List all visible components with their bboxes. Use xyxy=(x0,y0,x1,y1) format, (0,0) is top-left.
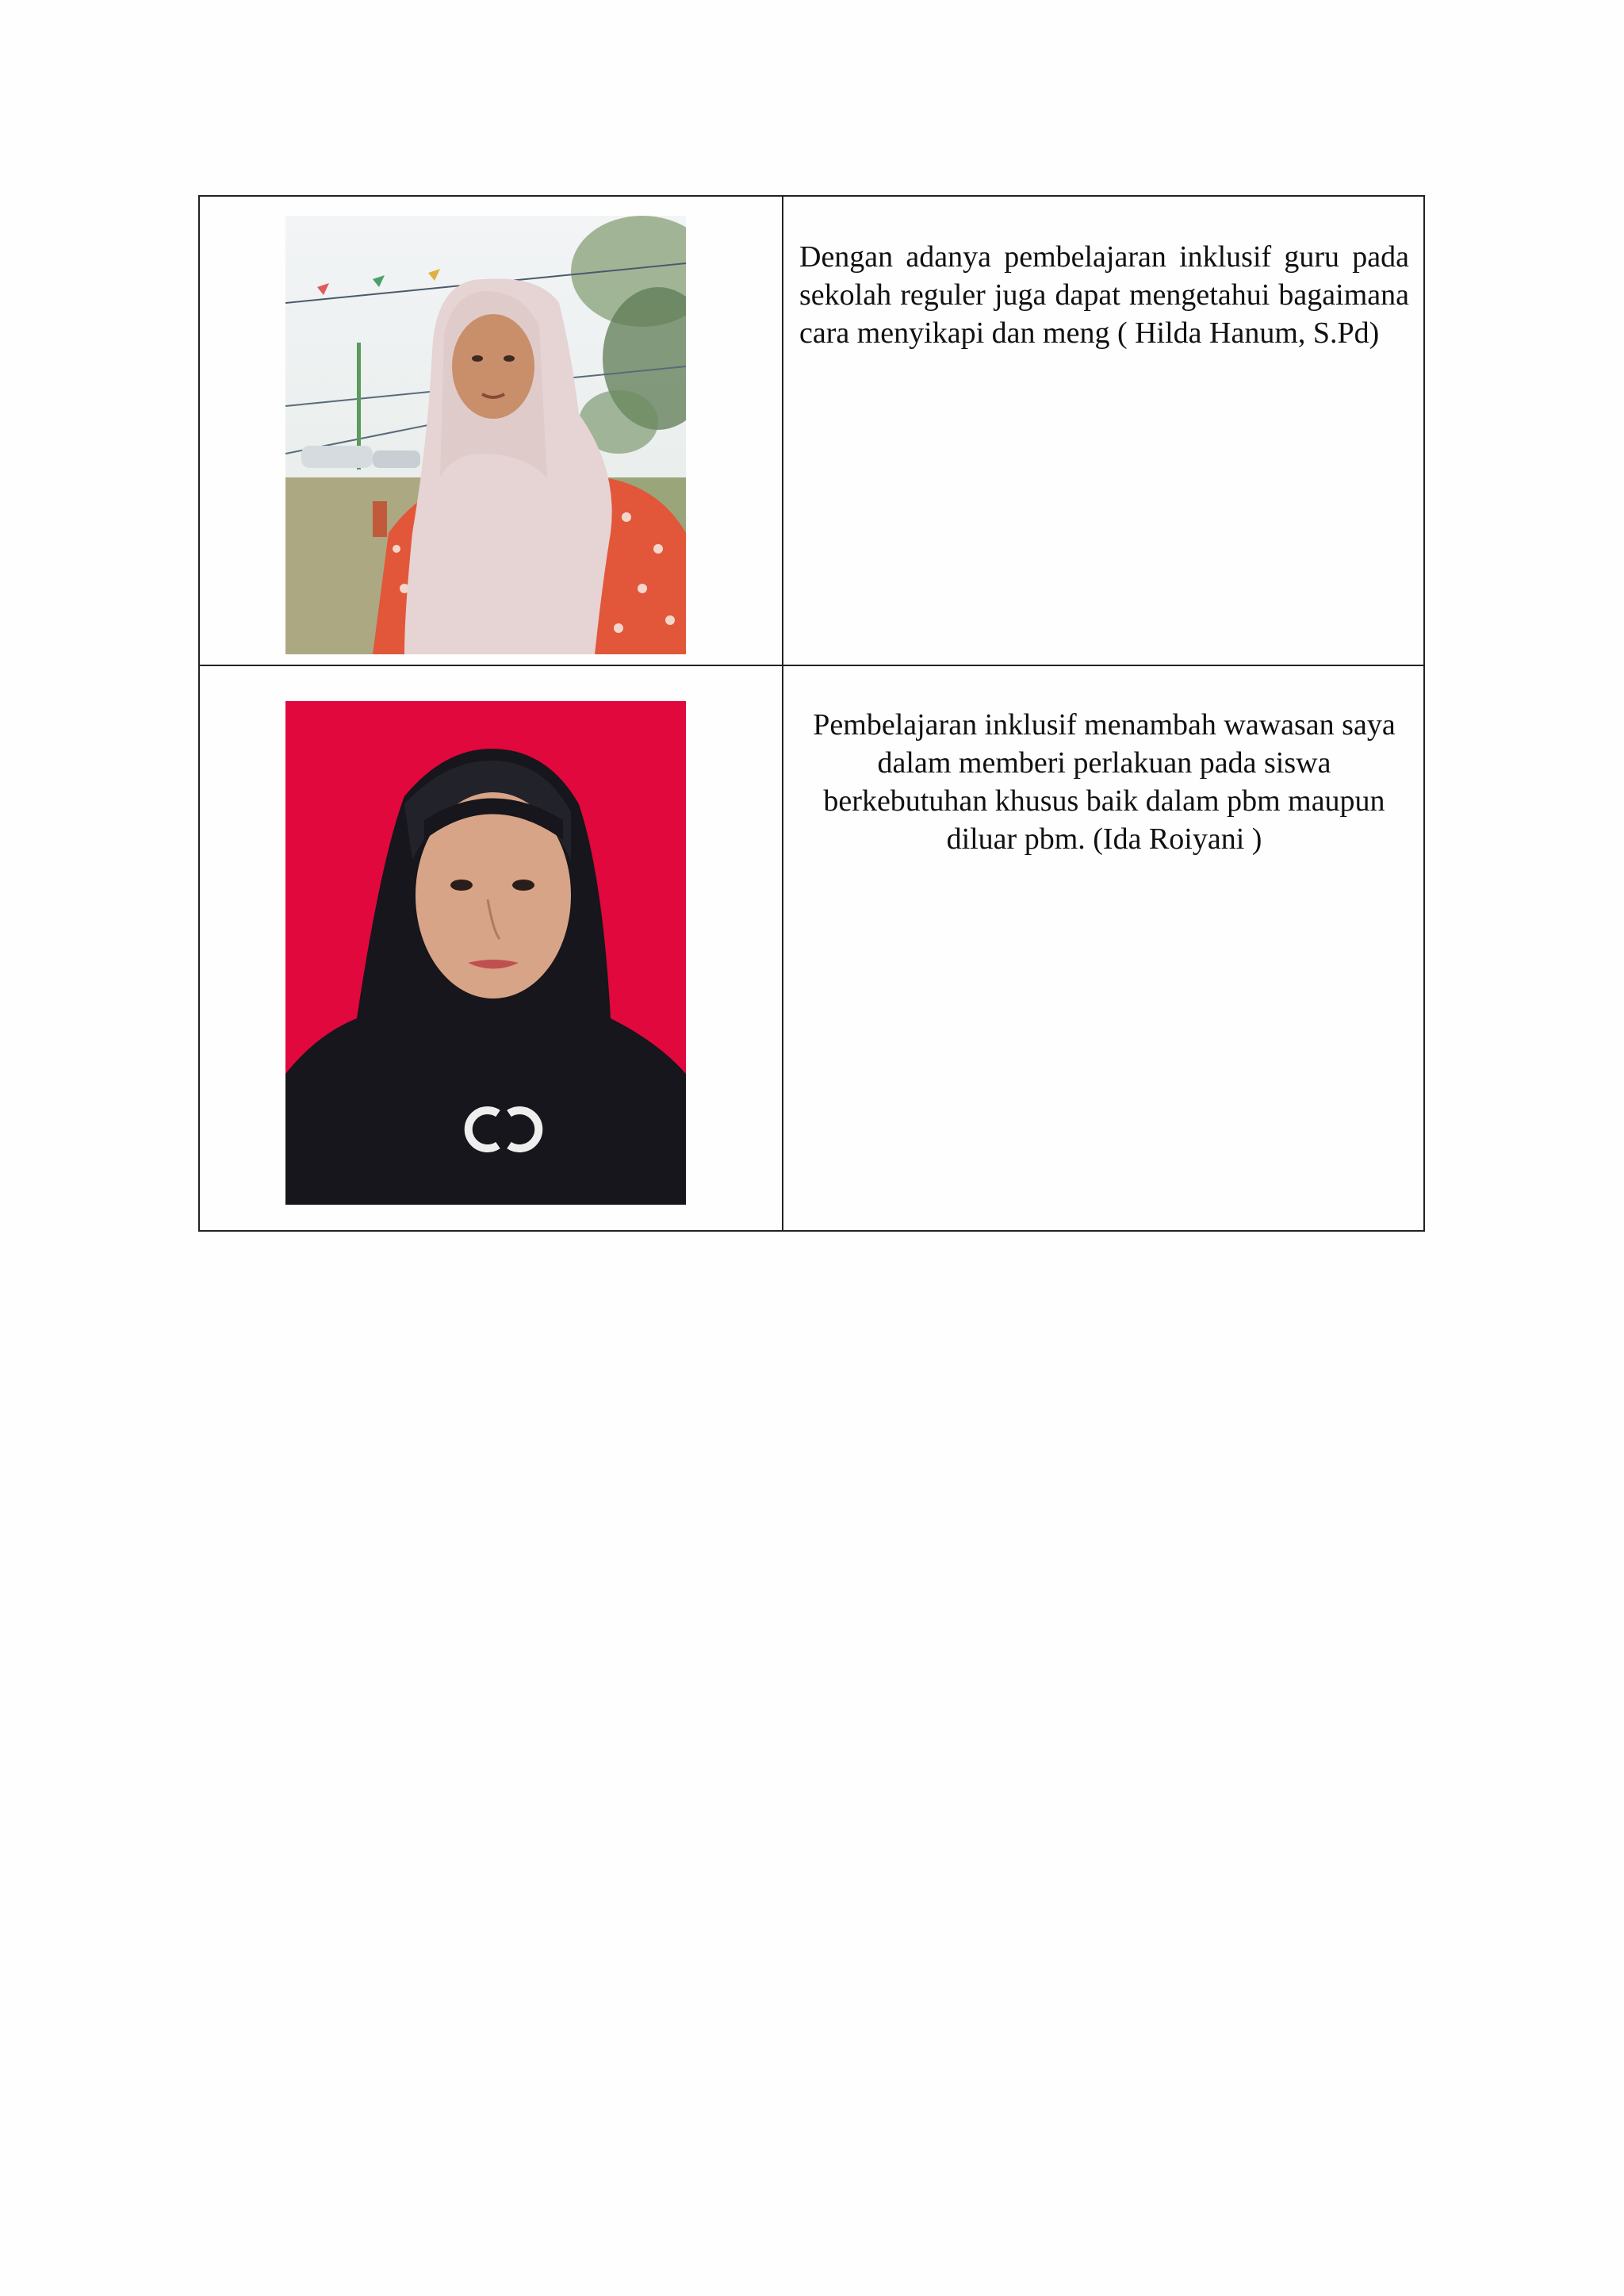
table-row xyxy=(199,196,1424,665)
testimonial-table xyxy=(198,195,1425,1232)
table-row xyxy=(199,665,1424,1231)
quote-cell xyxy=(783,196,1424,665)
portrait-photo-2 xyxy=(285,701,686,1205)
quote-text: Pembelajaran inklusif menambah wawasan saya dalam memberi perlakuan pada siswa berkebutuhan khusus baik dalam pbm maupun diluar pbm. (Ida Roiyani ) xyxy=(813,708,1396,856)
photo-cell xyxy=(199,196,783,665)
quote-cell xyxy=(783,665,1424,1231)
portrait-ida-icon xyxy=(285,701,686,1205)
quote-text: Dengan adanya pembelajaran inklusif guru pada sekolah reguler juga dapat mengetahui bagaimana cara menyikapi dan meng ( Hilda Hanum, S.Pd) xyxy=(799,240,1409,350)
photo-cell xyxy=(199,665,783,1231)
portrait-photo-1 xyxy=(285,216,686,654)
portrait-hilda-icon xyxy=(285,216,686,654)
